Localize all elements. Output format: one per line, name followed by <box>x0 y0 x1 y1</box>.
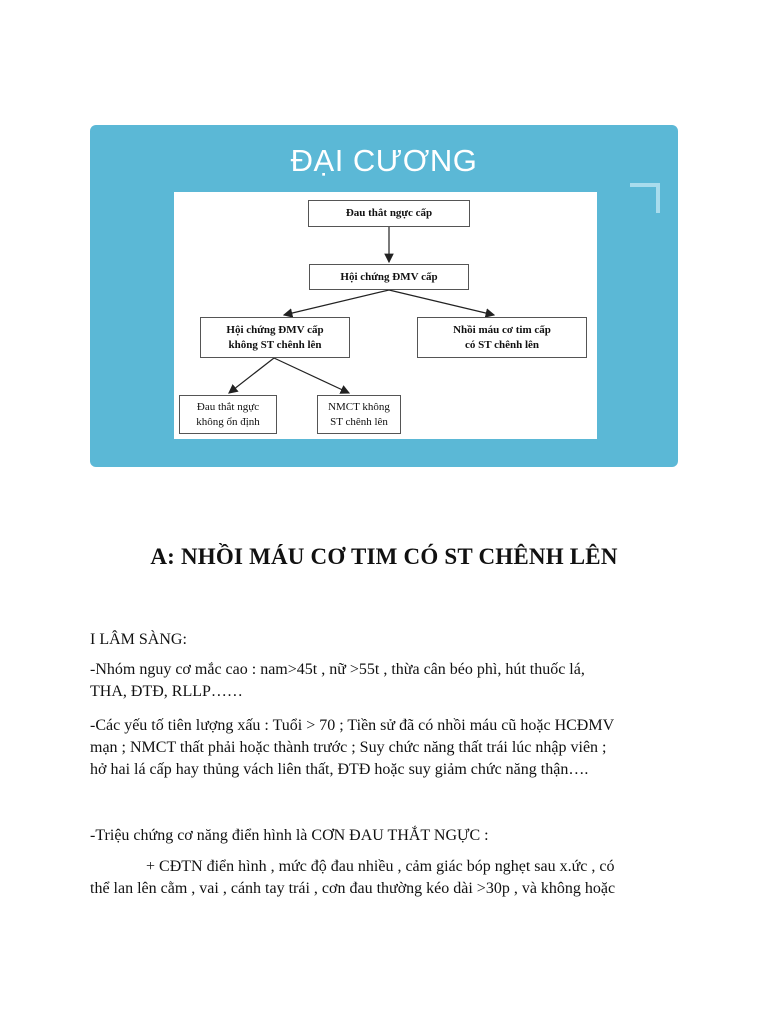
section-title: I LÂM SÀNG: <box>90 631 187 648</box>
node-unstable-angina <box>179 395 277 434</box>
node-label-line2: không ST chênh lên <box>228 338 322 351</box>
node-label-line1: NMCT không <box>328 400 390 413</box>
paragraph-typical-angina <box>90 856 690 900</box>
corner-bracket-decoration <box>630 183 660 213</box>
text-line <box>90 856 690 878</box>
node-nstemi <box>317 395 401 434</box>
arrow-n2-n3 <box>284 290 389 315</box>
node-label-line1: Đau thắt ngực <box>196 400 260 413</box>
paragraph-symptoms: -Triệu chứng cơ năng điển hình là CƠN ĐAU THẮT NGỰC : <box>90 827 489 844</box>
text-line: hở hai lá cấp hay thủng vách liên thất, ĐTĐ hoặc suy giảm chức năng thận…. <box>90 761 589 778</box>
node-nste-acs <box>200 317 350 358</box>
arrow-n2-n4 <box>389 290 494 315</box>
slide-title: ĐẠI CƯƠNG <box>290 143 478 178</box>
text-line: mạn ; NMCT thất phải hoặc thành trước ; Suy chức năng thất trái lúc nhập viên ; <box>90 739 607 756</box>
text-line: -Nhóm nguy cơ mắc cao : nam>45t , nữ >55t , thừa cân béo phì, hút thuốc lá, <box>90 661 585 678</box>
text-line: -Các yếu tố tiên lượng xấu : Tuổi > 70 ; Tiền sử đã có nhồi máu cũ hoặc HCĐMV <box>90 717 615 734</box>
paragraph-risk-group <box>90 659 690 703</box>
node-label: Hội chứng ĐMV cấp <box>340 270 438 283</box>
paragraph-prognosis <box>90 715 690 781</box>
node-acute-chest-pain <box>308 200 470 227</box>
arrow-n3-n6 <box>274 358 349 393</box>
node-acute-coronary-syndrome <box>309 264 469 290</box>
arrow-n3-n5 <box>229 358 274 393</box>
node-label: Đau thắt ngực cấp <box>345 207 433 219</box>
document-heading: A: NHỒI MÁU CƠ TIM CÓ ST CHÊNH LÊN <box>150 544 618 569</box>
node-label-line2: ST chênh lên <box>330 415 388 428</box>
text-line: THA, ĐTĐ, RLLP…… <box>90 683 243 700</box>
text-line-content: + CĐTN điển hình , mức độ đau nhiều , cảm giác bóp nghẹt sau x.ức , có <box>146 858 615 875</box>
node-stemi <box>417 317 587 358</box>
node-label-line1: Hội chứng ĐMV cấp <box>226 323 324 336</box>
node-label-line1: Nhồi máu cơ tim cấp <box>453 323 551 336</box>
node-label-line2: có ST chênh lên <box>464 338 540 351</box>
slide-image <box>90 125 678 467</box>
flowchart-diagram <box>174 192 597 439</box>
text-line: thể lan lên cằm , vai , cánh tay trái , cơn đau thường kéo dài >30p , và không hoặc <box>90 880 616 897</box>
node-label-line2: không ổn định <box>196 415 260 428</box>
